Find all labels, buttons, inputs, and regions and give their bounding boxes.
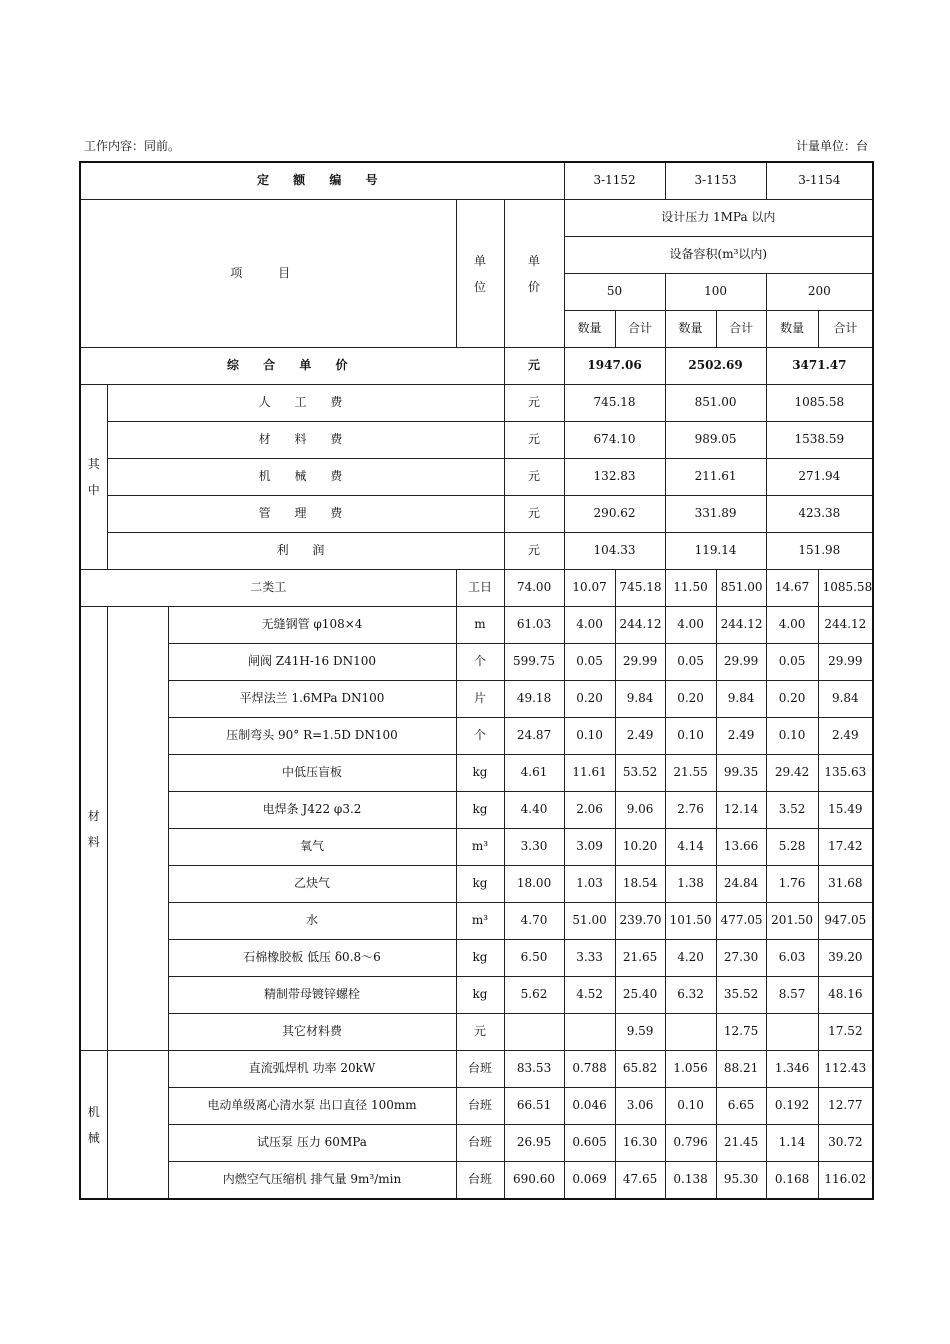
material-cell: 4.52 <box>564 977 615 1014</box>
material-cell: 244.12 <box>615 607 665 644</box>
measure-unit-label: 计量单位：台 <box>795 139 868 153</box>
among-value: 1538.59 <box>766 422 873 459</box>
material-price: 5.62 <box>504 977 564 1014</box>
material-cell: 12.75 <box>716 1014 766 1051</box>
material-cell: 6.32 <box>665 977 716 1014</box>
material-cell: 9.84 <box>615 681 665 718</box>
material-blank-col <box>107 607 168 1051</box>
material-cell: 10.20 <box>615 829 665 866</box>
among-value: 423.38 <box>766 496 873 533</box>
material-cell: 53.52 <box>615 755 665 792</box>
material-row <box>80 681 873 718</box>
among-unit: 元 <box>504 533 564 570</box>
sum-header: 合计 <box>716 311 766 348</box>
code-1154: 3-1154 <box>766 162 873 200</box>
machinery-row <box>80 1125 873 1162</box>
material-name: 乙炔气 <box>168 866 456 903</box>
work-content-label: 工作内容：同前。 <box>84 139 181 153</box>
among-value: 151.98 <box>766 533 873 570</box>
machinery-cell: 12.77 <box>818 1088 873 1125</box>
material-row <box>80 755 873 792</box>
machinery-name: 直流弧焊机 功率 20kW <box>168 1051 456 1088</box>
material-cell: 2.76 <box>665 792 716 829</box>
material-cell: 11.61 <box>564 755 615 792</box>
machinery-label <box>80 1051 107 1200</box>
material-row <box>80 792 873 829</box>
sum-header: 合计 <box>818 311 873 348</box>
among-unit: 元 <box>504 459 564 496</box>
material-price: 4.61 <box>504 755 564 792</box>
material-cell: 48.16 <box>818 977 873 1014</box>
material-cell: 9.84 <box>716 681 766 718</box>
material-price: 599.75 <box>504 644 564 681</box>
labor-unit: 工日 <box>456 570 504 607</box>
material-unit: m³ <box>456 829 504 866</box>
code-label: 定 额 编 号 <box>80 162 564 200</box>
among-unit: 元 <box>504 385 564 422</box>
labor-cell: 851.00 <box>716 570 766 607</box>
material-cell: 29.42 <box>766 755 818 792</box>
material-cell: 12.14 <box>716 792 766 829</box>
machinery-price: 690.60 <box>504 1162 564 1200</box>
among-item-text: 材 料 费 <box>258 432 353 447</box>
machinery-cell: 0.138 <box>665 1162 716 1200</box>
material-cell: 2.49 <box>716 718 766 755</box>
material-cell: 0.10 <box>665 718 716 755</box>
material-cell: 27.30 <box>716 940 766 977</box>
material-unit: 个 <box>456 644 504 681</box>
material-cell: 5.28 <box>766 829 818 866</box>
machinery-cell: 0.796 <box>665 1125 716 1162</box>
material-name: 其它材料费 <box>168 1014 456 1051</box>
item-label: 项 目 <box>80 200 456 348</box>
labor-row <box>80 570 873 607</box>
material-unit: 元 <box>456 1014 504 1051</box>
machinery-name: 电动单级离心清水泵 出口直径 100mm <box>168 1088 456 1125</box>
material-cell: 13.66 <box>716 829 766 866</box>
composite-value: 1947.06 <box>564 348 665 385</box>
material-label <box>80 607 107 1051</box>
material-cell: 8.57 <box>766 977 818 1014</box>
among-item-text: 机 械 费 <box>258 469 353 484</box>
material-name: 闸阀 Z41H-16 DN100 <box>168 644 456 681</box>
material-name: 中低压盲板 <box>168 755 456 792</box>
material-cell <box>766 1014 818 1051</box>
labor-cell: 745.18 <box>615 570 665 607</box>
among-row <box>80 422 873 459</box>
among-item-label <box>107 533 504 570</box>
among-item-label <box>107 496 504 533</box>
qty-header: 数量 <box>665 311 716 348</box>
material-unit: m <box>456 607 504 644</box>
material-cell: 9.59 <box>615 1014 665 1051</box>
machinery-cell: 0.046 <box>564 1088 615 1125</box>
among-value: 104.33 <box>564 533 665 570</box>
among-row <box>80 385 873 422</box>
material-cell: 21.55 <box>665 755 716 792</box>
material-cell: 4.14 <box>665 829 716 866</box>
among-value: 271.94 <box>766 459 873 496</box>
capacity-100: 100 <box>665 274 766 311</box>
among-value: 119.14 <box>665 533 766 570</box>
code-row <box>80 162 873 200</box>
material-name: 石棉橡胶板 低压 δ0.8～6 <box>168 940 456 977</box>
material-cell: 0.05 <box>564 644 615 681</box>
composite-label: 综 合 单 价 <box>80 348 504 385</box>
quota-table <box>79 161 874 1200</box>
material-cell: 2.49 <box>818 718 873 755</box>
composite-price-row <box>80 348 873 385</box>
among-item-label <box>107 385 504 422</box>
among-unit: 元 <box>504 422 564 459</box>
labor-price: 74.00 <box>504 570 564 607</box>
code-1152: 3-1152 <box>564 162 665 200</box>
material-cell: 3.33 <box>564 940 615 977</box>
material-row <box>80 866 873 903</box>
material-cell: 1.38 <box>665 866 716 903</box>
machinery-row <box>80 1088 873 1125</box>
material-row <box>80 940 873 977</box>
machinery-row <box>80 1051 873 1088</box>
machinery-row <box>80 1162 873 1200</box>
machinery-cell: 0.192 <box>766 1088 818 1125</box>
material-cell: 947.05 <box>818 903 873 940</box>
material-unit: kg <box>456 755 504 792</box>
material-cell: 0.10 <box>564 718 615 755</box>
material-cell: 4.00 <box>665 607 716 644</box>
material-price: 61.03 <box>504 607 564 644</box>
among-value: 132.83 <box>564 459 665 496</box>
material-name: 压制弯头 90° R=1.5D DN100 <box>168 718 456 755</box>
qty-header: 数量 <box>564 311 615 348</box>
material-unit: 个 <box>456 718 504 755</box>
among-value: 851.00 <box>665 385 766 422</box>
material-label-text: 材料 <box>87 808 100 849</box>
among-row <box>80 459 873 496</box>
machinery-cell: 21.45 <box>716 1125 766 1162</box>
material-cell: 18.54 <box>615 866 665 903</box>
machinery-cell: 3.06 <box>615 1088 665 1125</box>
labor-cell: 11.50 <box>665 570 716 607</box>
material-cell: 3.52 <box>766 792 818 829</box>
machinery-cell: 1.346 <box>766 1051 818 1088</box>
machinery-cell: 0.605 <box>564 1125 615 1162</box>
machinery-label-text: 机械 <box>87 1104 100 1145</box>
material-cell: 0.10 <box>766 718 818 755</box>
material-cell: 101.50 <box>665 903 716 940</box>
material-price: 24.87 <box>504 718 564 755</box>
material-cell: 1.03 <box>564 866 615 903</box>
material-name: 无缝钢管 φ108×4 <box>168 607 456 644</box>
among-value: 745.18 <box>564 385 665 422</box>
material-cell: 0.20 <box>665 681 716 718</box>
material-price: 49.18 <box>504 681 564 718</box>
material-cell: 4.00 <box>564 607 615 644</box>
material-cell: 29.99 <box>615 644 665 681</box>
among-label-text: 其中 <box>87 457 100 497</box>
material-cell: 244.12 <box>716 607 766 644</box>
material-row <box>80 829 873 866</box>
material-unit: 片 <box>456 681 504 718</box>
material-cell: 24.84 <box>716 866 766 903</box>
unit-col-header: 单位 <box>456 200 504 348</box>
among-row <box>80 496 873 533</box>
material-price: 3.30 <box>504 829 564 866</box>
material-cell: 31.68 <box>818 866 873 903</box>
material-cell: 21.65 <box>615 940 665 977</box>
machinery-cell: 16.30 <box>615 1125 665 1162</box>
material-cell: 477.05 <box>716 903 766 940</box>
machinery-unit: 台班 <box>456 1051 504 1088</box>
material-cell <box>564 1014 615 1051</box>
machinery-blank-col <box>107 1051 168 1200</box>
condition-row-1 <box>80 200 873 237</box>
composite-value: 2502.69 <box>665 348 766 385</box>
material-cell: 51.00 <box>564 903 615 940</box>
code-1153: 3-1153 <box>665 162 766 200</box>
material-name: 平焊法兰 1.6MPa DN100 <box>168 681 456 718</box>
sum-header: 合计 <box>615 311 665 348</box>
price-col-header: 单价 <box>504 200 564 348</box>
capacity-50: 50 <box>564 274 665 311</box>
machinery-name: 内燃空气压缩机 排气量 9m³/min <box>168 1162 456 1200</box>
machinery-cell: 0.069 <box>564 1162 615 1200</box>
material-cell: 9.06 <box>615 792 665 829</box>
among-unit: 元 <box>504 496 564 533</box>
pressure-condition: 设计压力 1MPa 以内 <box>564 200 873 237</box>
machinery-unit: 台班 <box>456 1162 504 1200</box>
among-value: 989.05 <box>665 422 766 459</box>
material-row <box>80 1014 873 1051</box>
machinery-cell: 0.168 <box>766 1162 818 1200</box>
material-unit: kg <box>456 940 504 977</box>
material-cell: 39.20 <box>818 940 873 977</box>
material-cell: 25.40 <box>615 977 665 1014</box>
material-cell: 3.09 <box>564 829 615 866</box>
material-cell: 239.70 <box>615 903 665 940</box>
material-row <box>80 718 873 755</box>
material-cell: 0.20 <box>564 681 615 718</box>
material-unit: kg <box>456 977 504 1014</box>
among-item-text: 利 润 <box>276 543 335 558</box>
labor-cell: 10.07 <box>564 570 615 607</box>
material-cell: 244.12 <box>818 607 873 644</box>
material-cell <box>665 1014 716 1051</box>
material-row <box>80 977 873 1014</box>
among-label <box>80 385 107 570</box>
capacity-condition: 设备容积(m³以内) <box>564 237 873 274</box>
among-item-label <box>107 422 504 459</box>
material-name: 电焊条 J422 φ3.2 <box>168 792 456 829</box>
machinery-price: 26.95 <box>504 1125 564 1162</box>
material-cell: 2.49 <box>615 718 665 755</box>
material-cell: 9.84 <box>818 681 873 718</box>
composite-unit: 元 <box>504 348 564 385</box>
labor-cell: 14.67 <box>766 570 818 607</box>
material-row <box>80 644 873 681</box>
among-value: 211.61 <box>665 459 766 496</box>
machinery-cell: 95.30 <box>716 1162 766 1200</box>
material-cell: 0.20 <box>766 681 818 718</box>
material-unit: m³ <box>456 903 504 940</box>
qty-header: 数量 <box>766 311 818 348</box>
material-cell: 2.06 <box>564 792 615 829</box>
material-name: 水 <box>168 903 456 940</box>
material-cell: 0.05 <box>766 644 818 681</box>
machinery-cell: 0.10 <box>665 1088 716 1125</box>
material-cell: 35.52 <box>716 977 766 1014</box>
material-price: 4.70 <box>504 903 564 940</box>
material-cell: 29.99 <box>818 644 873 681</box>
machinery-cell: 6.65 <box>716 1088 766 1125</box>
material-cell: 4.20 <box>665 940 716 977</box>
material-cell: 1.76 <box>766 866 818 903</box>
material-cell: 135.63 <box>818 755 873 792</box>
machinery-cell: 1.056 <box>665 1051 716 1088</box>
machinery-name: 试压泵 压力 60MPa <box>168 1125 456 1162</box>
machinery-cell: 1.14 <box>766 1125 818 1162</box>
machinery-cell: 65.82 <box>615 1051 665 1088</box>
among-row <box>80 533 873 570</box>
material-unit: kg <box>456 792 504 829</box>
among-item-text: 管 理 费 <box>258 506 353 521</box>
material-cell: 0.05 <box>665 644 716 681</box>
machinery-unit: 台班 <box>456 1088 504 1125</box>
material-unit: kg <box>456 866 504 903</box>
among-item-text: 人 工 费 <box>258 395 353 410</box>
material-row <box>80 903 873 940</box>
machinery-price: 83.53 <box>504 1051 564 1088</box>
machinery-price: 66.51 <box>504 1088 564 1125</box>
labor-label: 二类工 <box>80 570 456 607</box>
machinery-cell: 88.21 <box>716 1051 766 1088</box>
material-row <box>80 607 873 644</box>
machinery-cell: 30.72 <box>818 1125 873 1162</box>
material-name: 氧气 <box>168 829 456 866</box>
machinery-cell: 116.02 <box>818 1162 873 1200</box>
material-cell: 201.50 <box>766 903 818 940</box>
machinery-unit: 台班 <box>456 1125 504 1162</box>
material-cell: 4.00 <box>766 607 818 644</box>
labor-cell: 1085.58 <box>818 570 873 607</box>
material-name: 精制带母镀锌螺栓 <box>168 977 456 1014</box>
material-cell: 6.03 <box>766 940 818 977</box>
material-cell: 15.49 <box>818 792 873 829</box>
among-value: 290.62 <box>564 496 665 533</box>
machinery-cell: 47.65 <box>615 1162 665 1200</box>
capacity-200: 200 <box>766 274 873 311</box>
material-price: 4.40 <box>504 792 564 829</box>
among-item-label <box>107 459 504 496</box>
composite-value: 3471.47 <box>766 348 873 385</box>
machinery-cell: 0.788 <box>564 1051 615 1088</box>
machinery-cell: 112.43 <box>818 1051 873 1088</box>
material-price <box>504 1014 564 1051</box>
material-cell: 99.35 <box>716 755 766 792</box>
material-price: 6.50 <box>504 940 564 977</box>
material-cell: 29.99 <box>716 644 766 681</box>
among-value: 1085.58 <box>766 385 873 422</box>
among-value: 674.10 <box>564 422 665 459</box>
material-cell: 17.52 <box>818 1014 873 1051</box>
among-value: 331.89 <box>665 496 766 533</box>
material-price: 18.00 <box>504 866 564 903</box>
material-cell: 17.42 <box>818 829 873 866</box>
